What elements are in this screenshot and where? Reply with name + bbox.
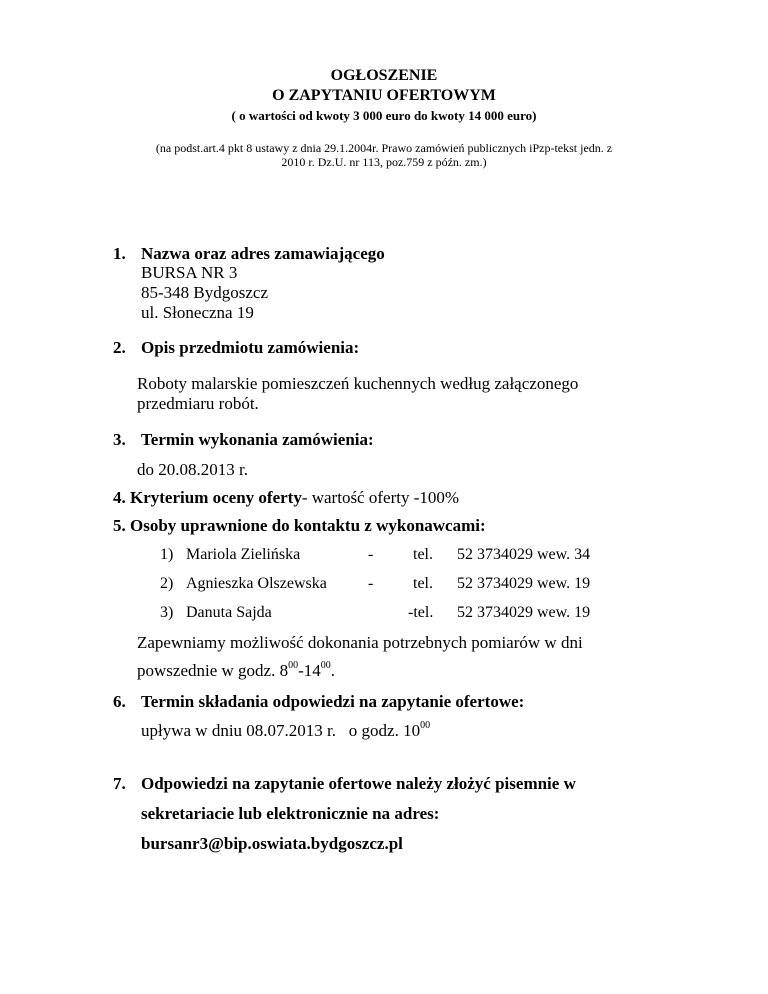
contact-name: Danuta Sajda — [186, 604, 272, 621]
section7-line1: Odpowiedzi na zapytanie ofertowe należy złożyć pisemnie w — [141, 774, 576, 793]
section1-heading: Nazwa oraz adres zamawiającego — [141, 244, 385, 263]
note-sup-2: 00 — [320, 660, 331, 671]
order-description-line2: przedmiaru robót. — [137, 394, 259, 413]
deadline-sup: 00 — [420, 720, 431, 731]
completion-date: do 20.08.2013 r. — [137, 460, 248, 479]
contact-phone: 52 3734029 wew. 19 — [457, 575, 591, 592]
section3-heading: Termin wykonania zamówienia: — [141, 430, 374, 449]
doc-subtitle: ( o wartości od kwoty 3 000 euro do kwoty 14 000 euro) — [231, 108, 537, 123]
criterion-value: - wartość oferty -100% — [301, 488, 460, 507]
deadline-text: upływa w dniu 08.07.2013 r. o godz. 10 — [141, 721, 421, 740]
measurement-note-line1: Zapewniamy możliwość dokonania potrzebnych pomiarów w dni — [137, 633, 583, 652]
doc-title-line2: O ZAPYTANIU OFERTOWYM — [272, 87, 496, 104]
contact-num: 2) — [160, 575, 174, 592]
note-sup-1: 00 — [288, 660, 299, 671]
orderer-street: ul. Słoneczna 19 — [141, 303, 254, 322]
note-text-b: -14 — [298, 661, 321, 680]
section6-heading: Termin składania odpowiedzi na zapytanie ofertowe: — [141, 692, 525, 711]
doc-title: OGŁOSZENIE — [330, 67, 438, 84]
section3-number: 3. — [113, 430, 126, 449]
section7-number: 7. — [113, 774, 126, 793]
contact-name: Agnieszka Olszewska — [186, 575, 327, 592]
deadline-line — [141, 721, 430, 741]
section6-number: 6. — [113, 692, 126, 711]
order-description-line1: Roboty malarskie pomieszczeń kuchennych według załączonego — [137, 374, 579, 393]
orderer-postcode-city: 85-348 Bydgoszcz — [141, 283, 269, 302]
contact-dash: - — [368, 575, 374, 592]
contact-dash: - — [368, 546, 374, 563]
section4-heading: 4. Kryterium oceny oferty — [113, 488, 302, 507]
section2-heading: Opis przedmiotu zamówienia: — [141, 338, 360, 357]
contact-phone: 52 3734029 wew. 19 — [457, 604, 591, 621]
legal-basis-line1: (na podst.art.4 pkt 8 ustawy z dnia 29.1.2004r. Prawo zamówień publicznych iPzp-tekst jedn. z — [155, 141, 613, 155]
contact-tel-label: tel. — [413, 546, 433, 563]
contact-num: 1) — [160, 546, 174, 563]
contact-email: bursanr3@bip.oswiata.bydgoszcz.pl — [141, 834, 403, 853]
section2-number: 2. — [113, 338, 126, 357]
legal-basis-line2: 2010 r. Dz.U. nr 113, poz.759 z późn. zm.) — [281, 155, 487, 169]
section1-number: 1. — [113, 244, 126, 263]
section4-line — [113, 488, 459, 508]
contact-tel-label: -tel. — [408, 604, 434, 621]
note-text-a: powszednie w godz. 8 — [137, 661, 289, 680]
orderer-name: BURSA NR 3 — [141, 263, 238, 282]
contact-tel-label: tel. — [413, 575, 433, 592]
contact-phone: 52 3734029 wew. 34 — [457, 546, 591, 563]
section5-heading: 5. Osoby uprawnione do kontaktu z wykonawcami: — [113, 516, 486, 535]
note-text-c: . — [330, 661, 335, 680]
measurement-note-line2 — [137, 661, 335, 681]
section7-line2: sekretariacie lub elektronicznie na adres: — [141, 804, 440, 823]
contact-name: Mariola Zielińska — [186, 546, 301, 563]
contact-num: 3) — [160, 604, 174, 621]
